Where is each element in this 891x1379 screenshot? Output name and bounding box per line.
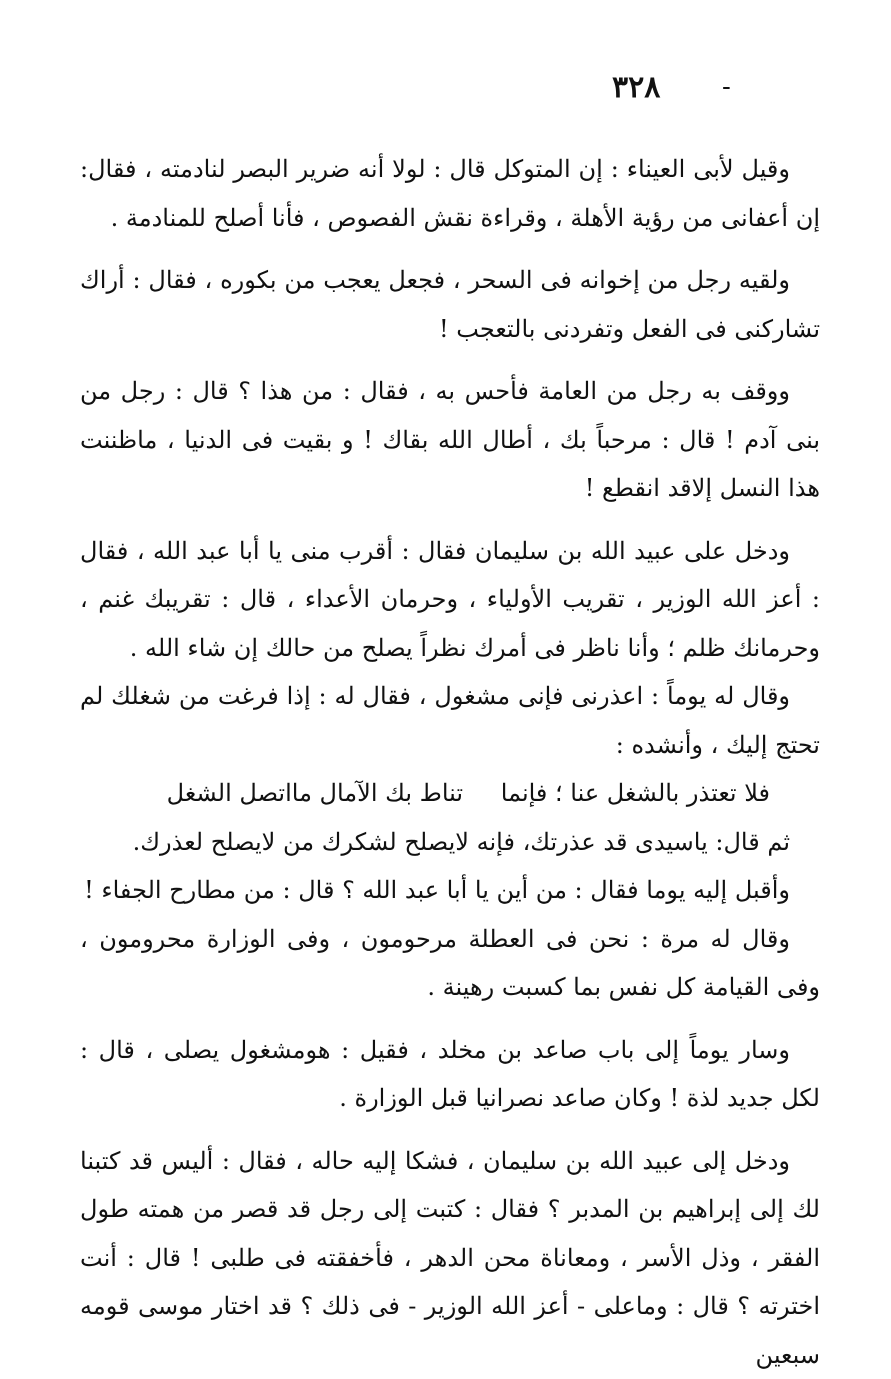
- paragraph: وقيل لأبى العيناء : إن المتوكل قال : لولا أنه ضرير البصر لنادمته ، فقال: إن أعفانى من رؤية الأهلة ، وقراءة نقش الفصوص ، فأنا أصلح للمنادمة .: [80, 145, 820, 242]
- paragraph: وأقبل إليه يوما فقال : من أين يا أبا عبد الله ؟ قال : من مطارح الجفاء !: [80, 866, 820, 915]
- paragraph: ودخل على عبيد الله بن سليمان فقال : أقرب منى يا أبا عبد الله ، فقال : أعز الله الوزير ، تقريب الأولياء ، وحرمان الأعداء ، قال : تقريبك غنم ، وحرمانك ظلم ؛ وأنا ناظر فى أمرك نظراً يصلح من حالك إن شاء الله .: [80, 527, 820, 673]
- verse-hemistich-second: تناط بك الآمال مااتصل الشغل: [167, 769, 463, 818]
- paragraph: وقال له يوماً : اعذرنى فإنى مشغول ، فقال له : إذا فرغت من شغلك لم تحتج إليك ، وأنشده :: [80, 672, 820, 769]
- paragraph: ودخل إلى عبيد الله بن سليمان ، فشكا إليه حاله ، فقال : أليس قد كتبنا لك إلى إبراهيم بن المدبر ؟ فقال : كتبت إلى رجل قد قصر من همته طول الفقر ، وذل الأسر ، ومعاناة محن الدهر ، فأخفقته فى طلبى ! قال : أنت اخترته ؟ قال : وماعلى - أعز الله الوزير - فى ذلك ؟ قد اختار موسى قومه سبعين: [80, 1137, 820, 1379]
- poem-verse: [80, 769, 820, 818]
- page-number: ٣٢٨: [612, 70, 692, 105]
- body-text: [80, 145, 820, 1379]
- paragraph: ووقف به رجل من العامة فأحس به ، فقال : من هذا ؟ قال : رجل من بنى آدم ! قال : مرحباً بك ، أطال الله بقاك ! و بقيت فى الدنيا ، ماظننت هذا النسل إلاقد انقطع !: [80, 367, 820, 513]
- paragraph: وسار يوماً إلى باب صاعد بن مخلد ، فقيل : هومشغول يصلى ، قال : لكل جديد لذة ! وكان صاعد نصرانيا قبل الوزارة .: [80, 1026, 820, 1123]
- header-mark: -: [722, 72, 731, 102]
- paragraph: ثم قال: ياسيدى قد عذرتك، فإنه لايصلح لشكرك من لايصلح لعذرك.: [80, 818, 820, 867]
- paragraph: وقال له مرة : نحن فى العطلة مرحومون ، وفى الوزارة محرومون ، وفى القيامة كل نفس بما كسبت رهينة .: [80, 915, 820, 1012]
- verse-hemistich-first: فلا تعتذر بالشغل عنا ؛ فإنما: [501, 769, 770, 818]
- paragraph: ولقيه رجل من إخوانه فى السحر ، فجعل يعجب من بكوره ، فقال : أراك تشاركنى فى الفعل وتفردنى بالتعجب !: [80, 256, 820, 353]
